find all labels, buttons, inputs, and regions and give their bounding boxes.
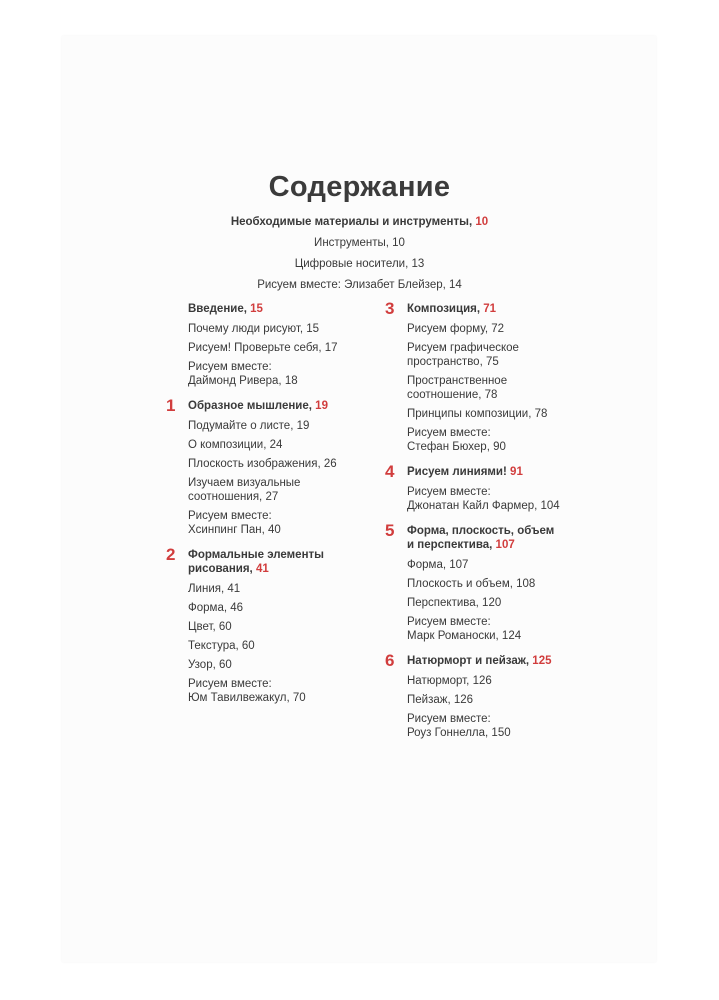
intro-item: Цифровые носители, 13 [294,258,425,270]
toc-entry: Форма, 107 [407,559,469,571]
chapter-title-text: Композиция, [407,303,481,315]
toc-entry: Рисуем вместе: Даймонд Ривера, 18 [188,361,298,387]
toc-entry: Рисуем! Проверьте себя, 17 [188,342,338,354]
toc-entry: Подумайте о листе, 19 [188,420,310,432]
chapter-title-text: Формальные элементы рисования, [188,549,324,575]
intro-section [0,212,719,296]
intro-heading-text: Необходимые материалы и инструменты, [230,216,473,228]
chapter-number: 3 [385,299,395,318]
chapter-block [166,545,373,705]
intro-item: Рисуем вместе: Элизабет Блейзер, 14 [257,279,462,291]
chapter-title [407,302,592,316]
toc-entry: Рисуем вместе: Марк Романоски, 124 [407,616,522,642]
toc-entry: Пространственное соотношение, 78 [407,375,508,401]
toc-entry: Почему люди рисуют, 15 [188,323,320,335]
toc-entry: Плоскость и объем, 108 [407,578,536,590]
toc-entry: Рисуем графическое пространство, 75 [407,342,519,368]
chapter-page: 41 [255,563,269,575]
toc-entry: Плоскость изображения, 26 [188,458,337,470]
toc-entry: Текстура, 60 [188,640,255,652]
chapter-block [385,299,592,454]
chapter-title-text: Образное мышление, [188,400,312,412]
chapter-number: 6 [385,651,395,670]
chapter-number: 1 [166,396,176,415]
toc-entry: Рисуем вместе: Юм Тавилвежакул, 70 [188,678,306,704]
toc-entry: Пейзаж, 126 [407,694,474,706]
toc-entry: Узор, 60 [188,659,232,671]
chapter-title [407,654,592,668]
chapter-title [407,465,592,479]
toc-entry: Рисуем вместе: Стефан Бюхер, 90 [407,427,506,453]
chapter-block [166,396,373,537]
chapter-block [385,462,592,513]
toc-entry: Рисуем форму, 72 [407,323,505,335]
chapter-page: 91 [510,466,523,478]
toc-entry: Цвет, 60 [188,621,232,633]
toc-column-left [166,302,373,716]
chapter-page: 107 [495,539,515,551]
intro-heading-page: 10 [475,216,489,228]
toc-entry: Перспектива, 120 [407,597,502,609]
page-title: Содержание [268,171,451,204]
toc-entry: Изучаем визуальные соотношения, 27 [188,477,301,503]
chapter-number: 2 [166,545,176,564]
chapter-title-text: Введение, [188,303,247,315]
toc-entry: Рисуем вместе: Джонатан Кайл Фармер, 104 [407,486,560,512]
intro-item: Инструменты, 10 [314,237,405,249]
toc-entry: Принципы композиции, 78 [407,408,548,420]
toc-column-right [385,299,592,751]
chapter-number: 4 [385,462,395,481]
chapter-page: 19 [315,400,328,412]
chapter-page: 15 [250,303,263,315]
chapter-title [407,524,592,552]
chapter-title [188,548,373,576]
chapter-title-text: Рисуем линиями! [407,466,507,478]
chapter-block [385,521,592,643]
chapter-page: 71 [483,303,497,315]
toc-entry: Рисуем вместе: Хсинпинг Пан, 40 [188,510,281,536]
toc-entry: О композиции, 24 [188,439,283,451]
chapter-block [385,651,592,740]
chapter-title [188,399,373,413]
chapter-title-text: Форма, плоскость, объем и перспектива, [407,525,555,551]
toc-entry: Линия, 41 [188,583,241,595]
chapter-title [188,302,373,316]
chapter-block [188,302,373,388]
toc-entry: Натюрморт, 126 [407,675,492,687]
toc-entry: Рисуем вместе: Роуз Гоннелла, 150 [407,713,511,739]
intro-heading [0,212,719,233]
toc-entry: Форма, 46 [188,602,244,614]
chapter-title-text: Натюрморт и пейзаж, [407,655,530,667]
chapter-number: 5 [385,521,395,540]
chapter-page: 125 [532,655,552,667]
